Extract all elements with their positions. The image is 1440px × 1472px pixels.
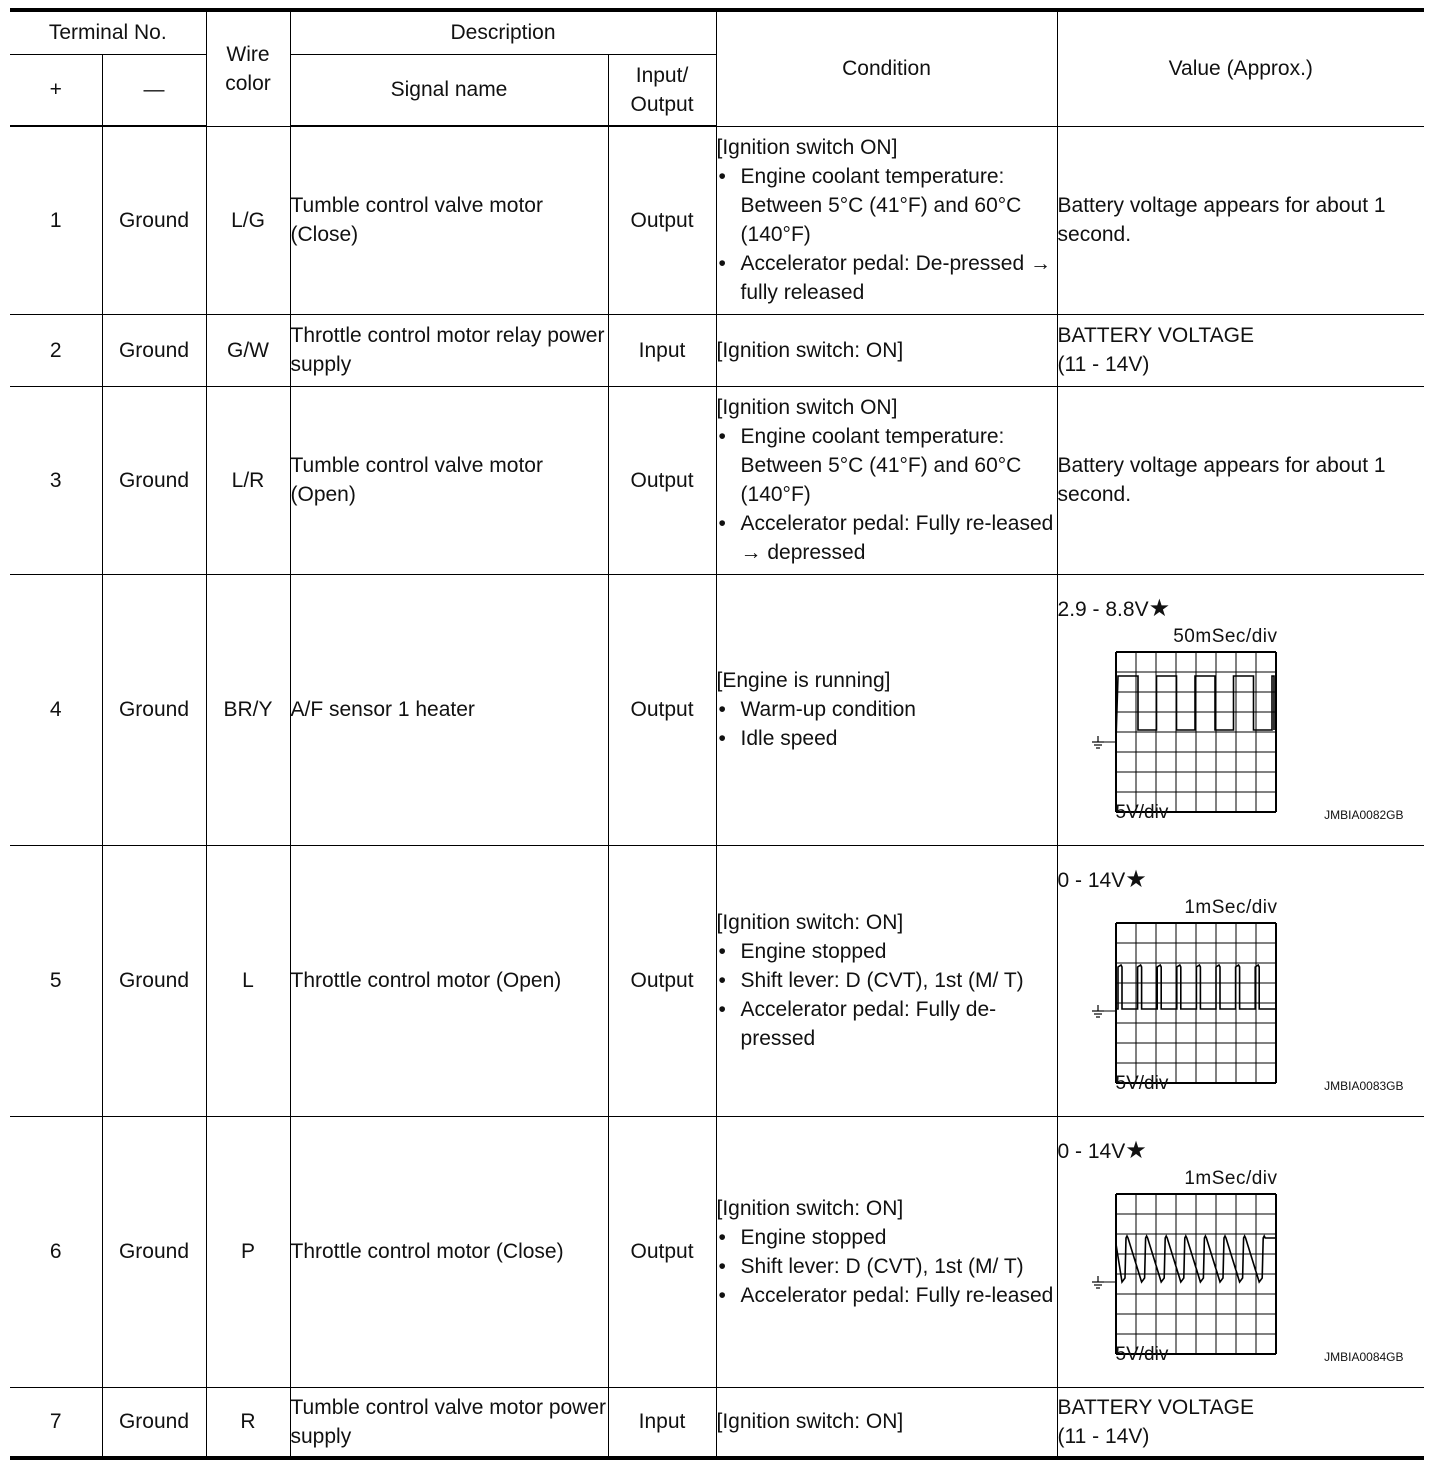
condition-title: [Ignition switch: ON]	[716, 1410, 904, 1434]
condition-item: • Engine stopped	[717, 937, 1057, 966]
oscilloscope-grid	[1058, 897, 1404, 1097]
wire-color: L/G	[206, 126, 290, 314]
time-division-label: 1mSec/div	[1184, 1167, 1278, 1189]
input-output: Output	[608, 1116, 716, 1387]
signal-name: Throttle control motor (Open)	[290, 845, 608, 1116]
value	[1057, 314, 1424, 386]
signal-name: Tumble control valve motor (Close)	[290, 126, 608, 314]
input-output: Input	[608, 1387, 716, 1458]
ecm-terminal-table	[10, 8, 1424, 1460]
header-value: Value (Approx.)	[1057, 10, 1424, 126]
terminal-plus: 6	[10, 1116, 102, 1387]
table-row	[10, 574, 1424, 845]
table-row	[10, 1387, 1424, 1458]
condition-item: • Accelerator pedal: De-pressed → fully released	[717, 249, 1057, 307]
header-terminal-no: Terminal No.	[10, 10, 206, 54]
oscilloscope-grid	[1058, 1168, 1404, 1368]
condition-title: [Ignition switch ON]	[716, 136, 898, 159]
star-icon: ★	[1148, 594, 1171, 622]
wire-color: P	[206, 1116, 290, 1387]
value-range: 0 - 14V	[1057, 868, 1126, 892]
terminal-plus: 5	[10, 845, 102, 1116]
header-minus: —	[102, 54, 206, 126]
condition	[716, 574, 1057, 845]
wire-color: R	[206, 1387, 290, 1458]
figure-code: JMBIA0084GB	[1324, 1349, 1404, 1364]
header-wire-color: Wire color	[206, 10, 290, 126]
star-icon: ★	[1125, 865, 1147, 893]
table-row	[10, 126, 1424, 314]
input-output: Output	[608, 845, 716, 1116]
signal-name: Tumble control valve motor power supply	[290, 1387, 608, 1458]
terminal-minus: Ground	[102, 386, 206, 574]
voltage-division-label: 5V/div	[1115, 1072, 1169, 1094]
signal-name: Throttle control motor relay power supply	[290, 314, 608, 386]
waveform-trace	[1116, 965, 1276, 1009]
condition-item: • Idle speed	[717, 724, 1057, 753]
table-row	[10, 1116, 1424, 1387]
oscilloscope-waveform	[1058, 626, 1404, 826]
input-output: Input	[608, 314, 716, 386]
value-range: 0 - 14V	[1057, 1139, 1126, 1163]
condition	[716, 126, 1057, 314]
voltage-division-label: 5V/div	[1115, 1343, 1169, 1365]
wire-color: G/W	[206, 314, 290, 386]
figure-code: JMBIA0082GB	[1324, 807, 1404, 822]
terminal-minus: Ground	[102, 845, 206, 1116]
condition-title: [Engine is running]	[716, 669, 891, 692]
terminal-minus: Ground	[102, 1116, 206, 1387]
value	[1057, 574, 1424, 845]
terminal-plus: 1	[10, 126, 102, 314]
time-division-label: 1mSec/div	[1184, 896, 1278, 918]
terminal-plus: 4	[10, 574, 102, 845]
condition-item: • Accelerator pedal: Fully re-leased	[717, 1281, 1057, 1310]
header-signal-name: Signal name	[290, 54, 608, 126]
condition	[716, 1116, 1057, 1387]
value	[1057, 1116, 1424, 1387]
table-row	[10, 314, 1424, 386]
value-line: (11 - 14V)	[1057, 353, 1150, 376]
condition-item: • Engine coolant temperature: Between 5°C (41°F) and 60°C (140°F)	[717, 162, 1057, 249]
value-line: BATTERY VOLTAGE	[1057, 1395, 1254, 1419]
signal-name: A/F sensor 1 heater	[290, 574, 608, 845]
oscilloscope-waveform	[1058, 897, 1404, 1097]
value-line: BATTERY VOLTAGE	[1057, 324, 1254, 347]
condition-item: • Accelerator pedal: Fully de-pressed	[717, 995, 1057, 1053]
condition	[716, 1387, 1057, 1458]
wire-color: L/R	[206, 386, 290, 574]
wire-color: L	[206, 845, 290, 1116]
condition-item: • Shift lever: D (CVT), 1st (M/ T)	[717, 1252, 1057, 1281]
input-output: Output	[608, 126, 716, 314]
condition-item: • Accelerator pedal: Fully re-leased → depressed	[717, 509, 1057, 567]
input-output: Output	[608, 574, 716, 845]
star-icon: ★	[1125, 1136, 1147, 1164]
terminal-plus: 7	[10, 1387, 102, 1458]
input-output: Output	[608, 386, 716, 574]
oscilloscope-waveform	[1058, 1168, 1404, 1368]
terminal-minus: Ground	[102, 574, 206, 845]
oscilloscope-grid	[1058, 626, 1404, 826]
terminal-minus: Ground	[102, 126, 206, 314]
terminal-plus: 3	[10, 386, 102, 574]
condition-title: [Ignition switch: ON]	[716, 911, 904, 934]
condition-item: • Engine coolant temperature: Between 5°C (41°F) and 60°C (140°F)	[717, 422, 1057, 509]
time-division-label: 50mSec/div	[1173, 625, 1278, 647]
condition-item: • Engine stopped	[717, 1223, 1057, 1252]
value	[1057, 845, 1424, 1116]
wire-color: BR/Y	[206, 574, 290, 845]
table-row	[10, 386, 1424, 574]
figure-code: JMBIA0083GB	[1324, 1078, 1404, 1093]
signal-name: Tumble control valve motor (Open)	[290, 386, 608, 574]
condition-title: [Ignition switch ON]	[716, 396, 898, 419]
value: Battery voltage appears for about 1 second.	[1057, 386, 1424, 574]
header-condition: Condition	[716, 10, 1057, 126]
condition	[716, 314, 1057, 386]
value	[1057, 1387, 1424, 1458]
condition-item: • Warm-up condition	[717, 695, 1057, 724]
condition-item: • Shift lever: D (CVT), 1st (M/ T)	[717, 966, 1057, 995]
header-description: Description	[290, 10, 716, 54]
value-line: (11 - 14V)	[1057, 1424, 1150, 1448]
value: Battery voltage appears for about 1 second.	[1057, 126, 1424, 314]
condition-title: [Ignition switch: ON]	[716, 338, 904, 362]
header-input-output: Input/ Output	[608, 54, 716, 126]
table-row	[10, 845, 1424, 1116]
signal-name: Throttle control motor (Close)	[290, 1116, 608, 1387]
voltage-division-label: 5V/div	[1115, 801, 1169, 823]
value-range: 2.9 - 8.8V	[1057, 597, 1149, 621]
condition	[716, 386, 1057, 574]
terminal-plus: 2	[10, 314, 102, 386]
waveform-trace	[1116, 676, 1274, 740]
header-plus: +	[10, 54, 102, 126]
condition-title: [Ignition switch: ON]	[716, 1196, 904, 1220]
terminal-minus: Ground	[102, 314, 206, 386]
condition	[716, 845, 1057, 1116]
terminal-minus: Ground	[102, 1387, 206, 1458]
